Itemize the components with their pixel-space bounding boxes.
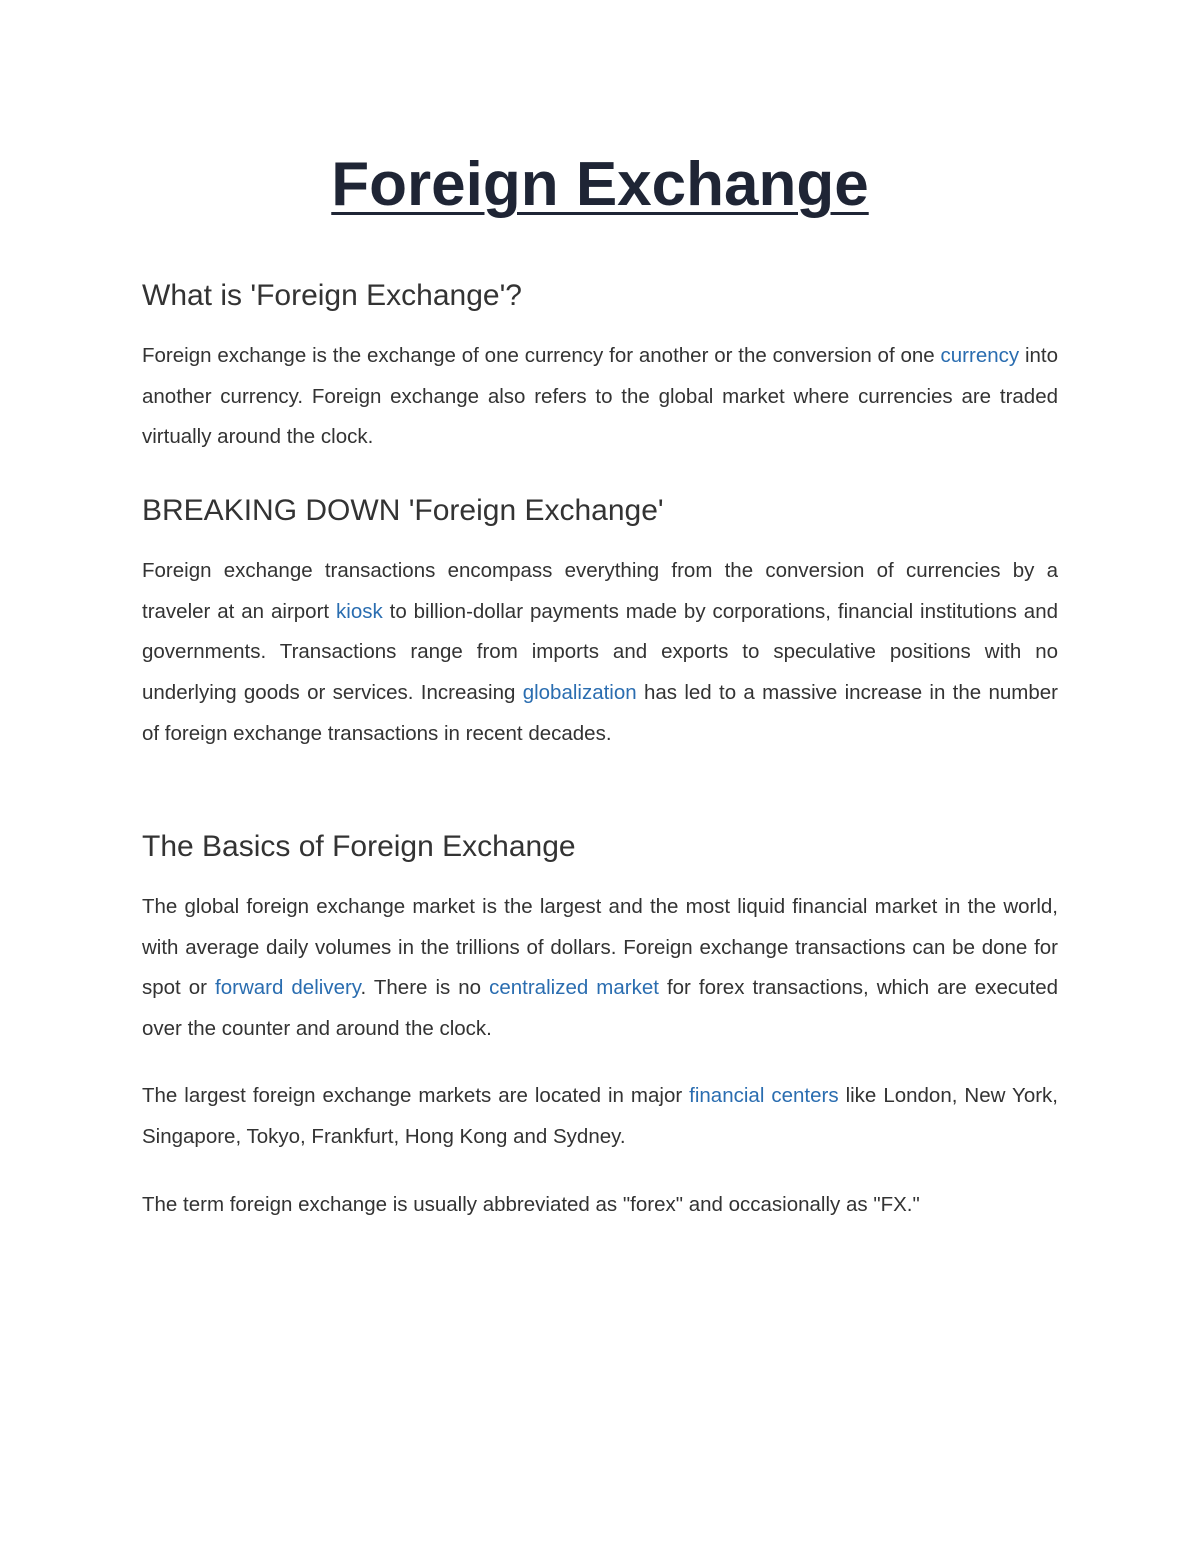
paragraph-text: The global foreign exchange market is the largest and the most liquid financial market in the world, with average daily volumes in the trillions of dollars. Foreign exchange transactions can be done for spot or xyxy=(142,895,1058,1000)
link-globalization[interactable]: globalization xyxy=(522,681,637,705)
paragraph-text: Foreign exchange is the exchange of one currency for another or the conversion of one xyxy=(142,344,941,367)
link-kiosk[interactable]: kiosk xyxy=(336,599,383,623)
paragraph-text: The largest foreign exchange markets are located in major xyxy=(142,1084,690,1107)
paragraph-text: for forex transactions, which are executed over the counter and around the clock. xyxy=(142,976,1059,1041)
paragraph-market-locations xyxy=(142,1076,1058,1157)
paragraph-text: to billion-dollar payments made by corporations, financial institutions and governments. Transactions range from imports and exports to speculative positions with no underlying goods or services. Increasing xyxy=(142,599,1058,705)
link-forward-delivery[interactable]: forward delivery xyxy=(215,976,361,1000)
paragraph-definition xyxy=(142,336,1058,458)
paragraph-text: into another currency. Foreign exchange also refers to the global market where currencies are traded virtually around the clock. xyxy=(142,344,1059,449)
paragraph-text: has led to a massive increase in the number of foreign exchange transactions in recent decades. xyxy=(142,681,1058,745)
paragraph-breaking-down xyxy=(142,551,1058,755)
paragraph-text: like London, New York, Singapore, Tokyo, Frankfurt, Hong Kong and Sydney. xyxy=(142,1084,1058,1148)
page-title: Foreign Exchange xyxy=(331,150,869,219)
section-heading-breaking-down: BREAKING DOWN 'Foreign Exchange' xyxy=(142,494,664,527)
section-heading-basics: The Basics of Foreign Exchange xyxy=(142,830,576,863)
link-financial-centers[interactable]: financial centers xyxy=(689,1084,839,1107)
paragraph-abbreviation xyxy=(142,1185,1058,1226)
paragraph-text: Foreign exchange transactions encompass everything from the conversion of currencies by a traveler at an airport xyxy=(142,559,1058,623)
paragraph-text: . There is no xyxy=(360,976,490,1000)
section-heading-what-is: What is 'Foreign Exchange'? xyxy=(142,279,522,312)
link-centralized-market[interactable]: centralized market xyxy=(489,976,659,1000)
paragraph-market-size xyxy=(142,887,1058,1050)
link-currency[interactable]: currency xyxy=(940,344,1020,367)
paragraph-text: The term foreign exchange is usually abbreviated as "forex" and occasionally as "FX." xyxy=(142,1193,920,1216)
